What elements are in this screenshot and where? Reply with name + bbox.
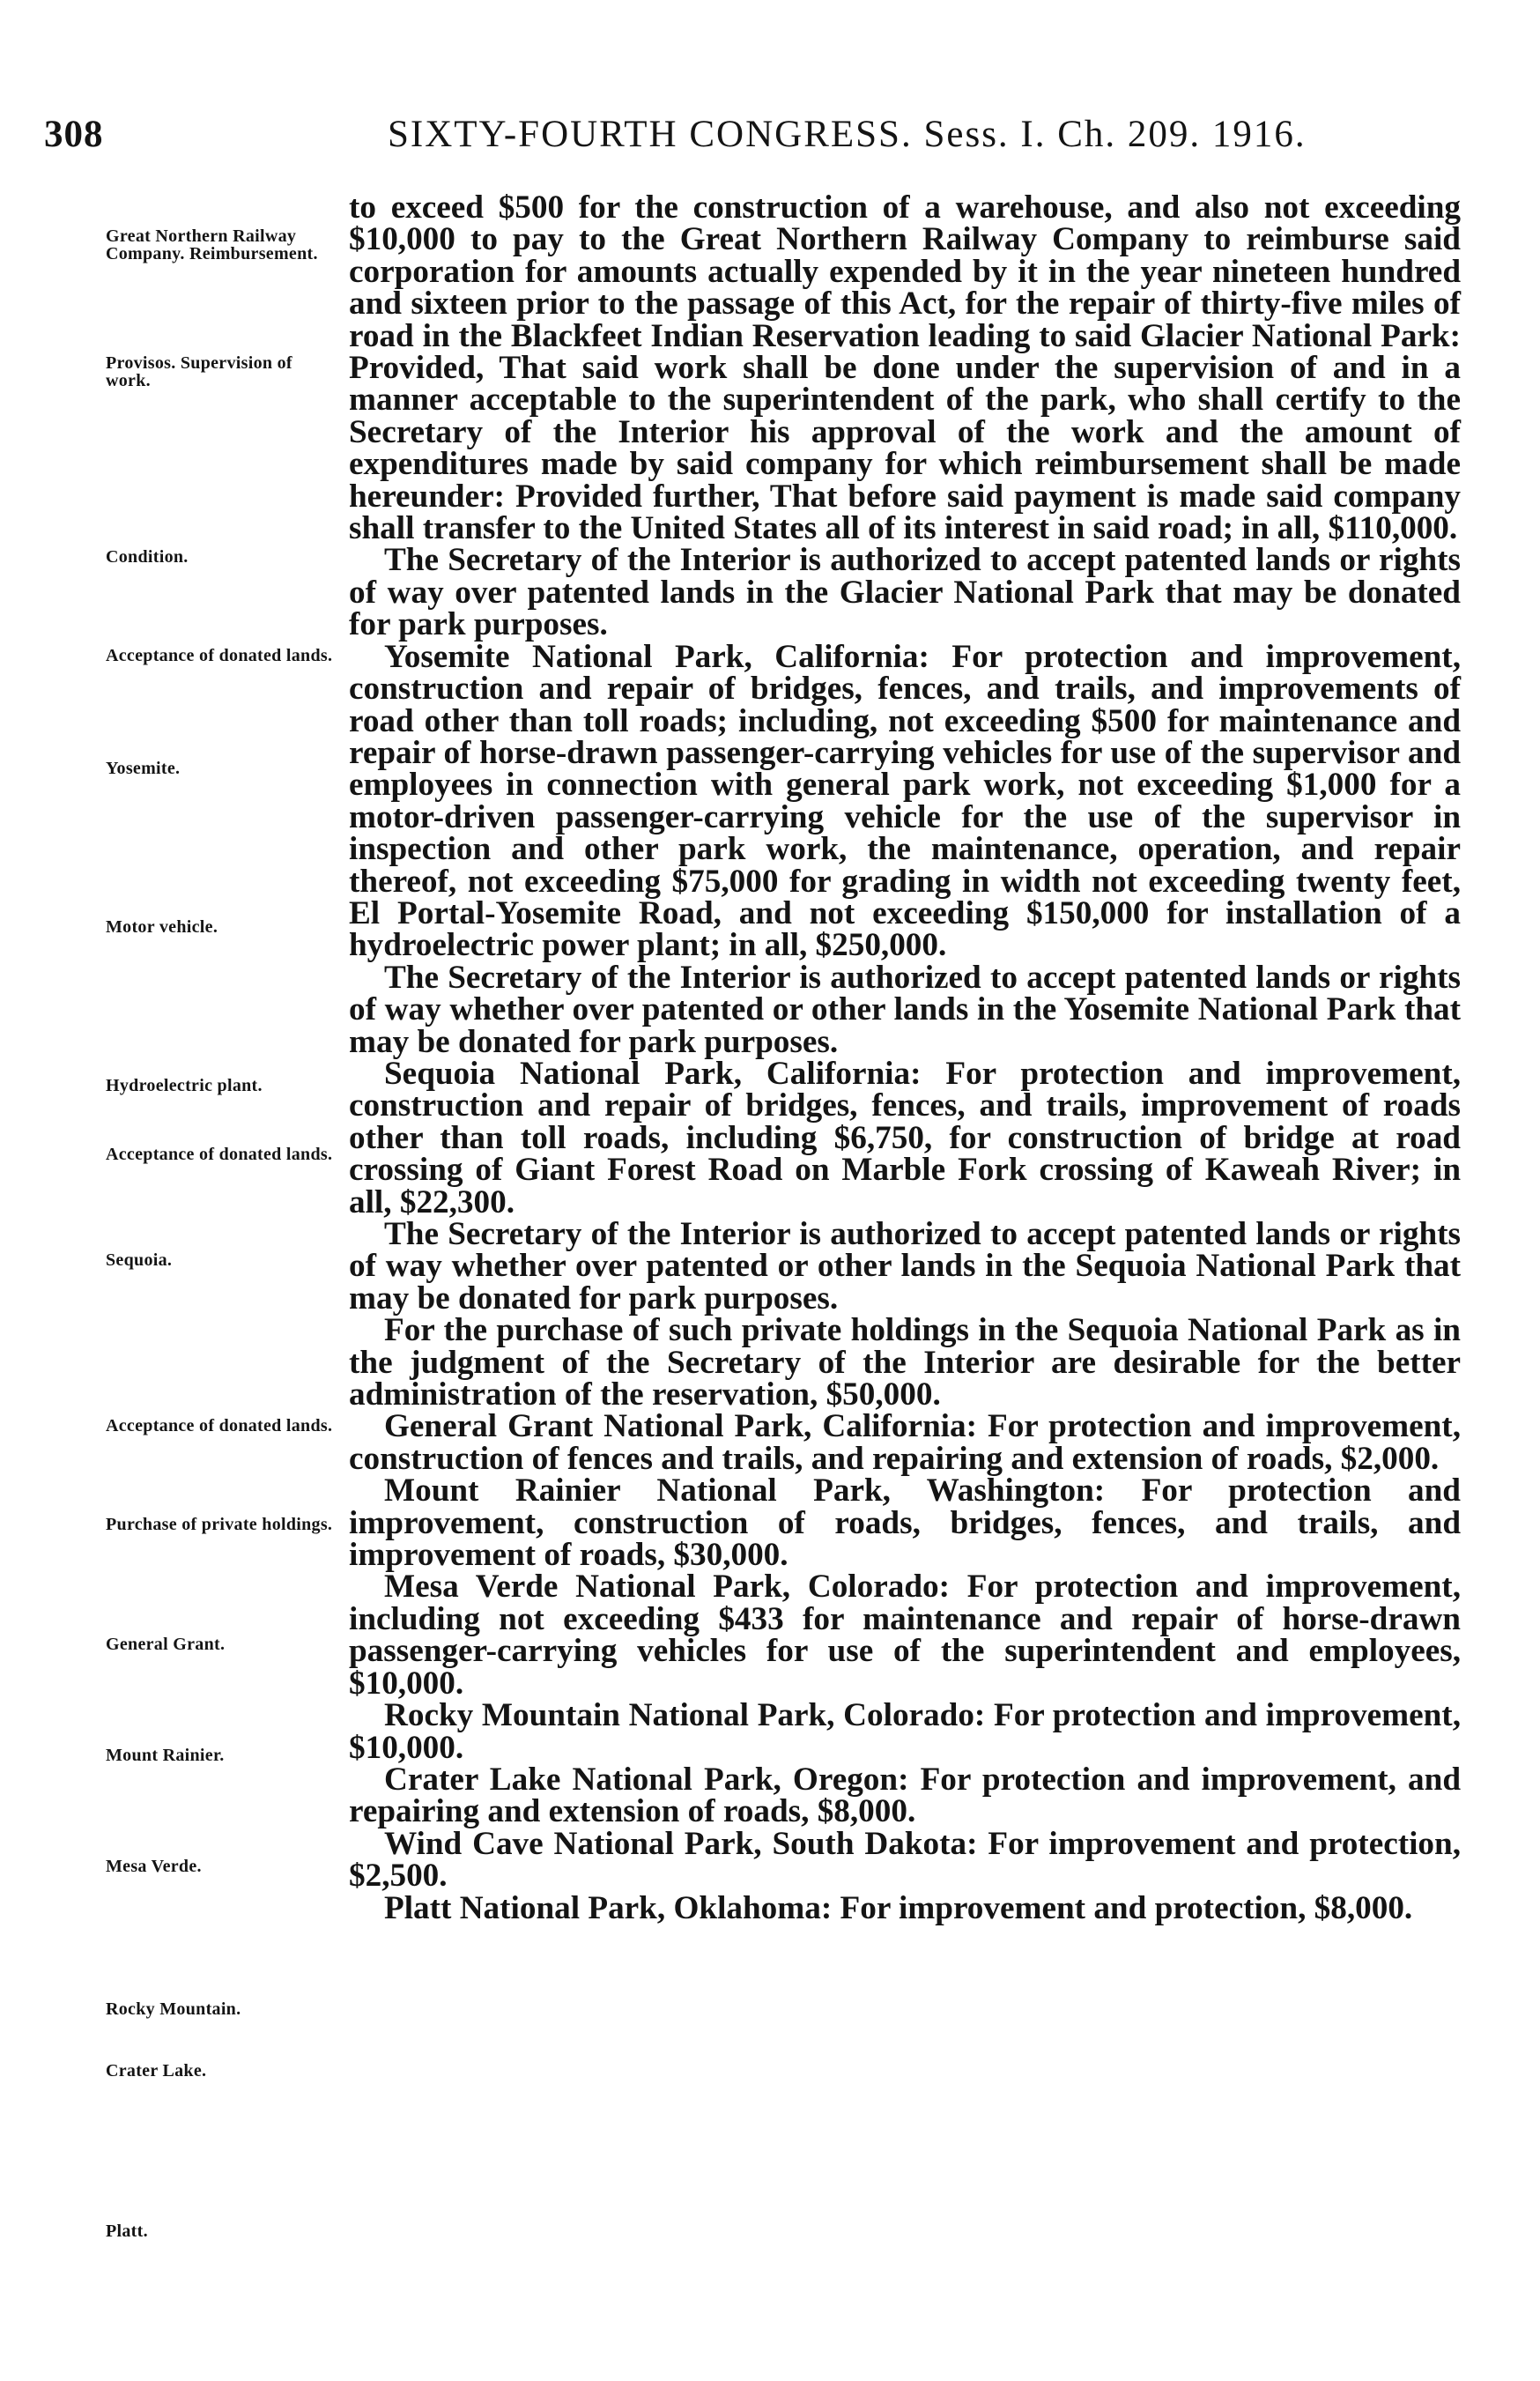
main-text-column (349, 189, 1461, 1926)
paragraph-wind-cave: Wind Cave National Park, South Dakota: For improvement and protection, $2,500. (349, 1825, 1461, 1895)
paragraph-glacier-donated-lands: The Secretary of the Interior is authorized to accept patented lands or rights of way over patented lands in the Glacier National Park that may be donated for park purposes. (349, 542, 1461, 643)
margin-note-motor-vehicle: Motor vehicle. (106, 917, 218, 937)
margin-note-yosemite: Yosemite. (106, 759, 181, 778)
paragraph-sequoia-private-holdings: For the purchase of such private holdings in the Sequoia National Park as in the judgment of the Secretary of the Interior are desirable for the better administration of the reservation, $50,000. (349, 1312, 1461, 1413)
paragraph-mesa-verde: Mesa Verde National Park, Colorado: For protection and improvement, including not exceeding $433 for maintenance and repair of horse-drawn passenger-carrying vehicles for use of the superintendent and employees, $10,000. (349, 1569, 1461, 1702)
paragraph-sequoia: Sequoia National Park, California: For protection and improvement, construction and repair of bridges, fences, and trails, improvement of roads other than toll roads, including $6,750, for construction of bridge at road crossing of Giant Forest Road on Marble Fork crossing of Kaweah River; in all, $22,300. (349, 1055, 1461, 1220)
paragraph-yosemite-donated-lands: The Secretary of the Interior is authorized to accept patented lands or rights of way whether over patented or other lands in the Yosemite National Park that may be donated for park purposes. (349, 959, 1461, 1060)
paragraph-general-grant: General Grant National Park, California: For protection and improvement, construction of fences and trails, and repairing and extension of roads, $2,000. (349, 1408, 1461, 1477)
paragraph-crater-lake: Crater Lake National Park, Oregon: For protection and improvement, and repairing and extension of roads, $8,000. (349, 1761, 1461, 1830)
paragraph-platt: Platt National Park, Oklahoma: For improvement and protection, $8,000. (384, 1889, 1413, 1926)
paragraph-yosemite: Yosemite National Park, California: For protection and improvement, construction and repair of bridges, fences, and trails, and improvements of road other than toll roads; including, not exceeding $500 for maintenance and repair of horse-drawn passenger-carrying vehicles for use of the supervisor and employees in connection with general park work, not exceeding $1,000 for a motor-driven passenger-carrying vehicle for the use of the supervisor in inspection and other park work, the maintenance, operation, and repair thereof, not exceeding $75,000 for grading in width not exceeding twenty feet, El Portal-Yosemite Road, and not exceeding $150,000 for installation of a hydroelectric power plant; in all, $250,000. (349, 638, 1461, 964)
page-header (0, 113, 1540, 166)
margin-note-acceptance-glacier: Acceptance of donated lands. (106, 646, 333, 665)
paragraph-rocky-mountain: Rocky Mountain National Park, Colorado: For protection and improvement, $10,000. (349, 1697, 1461, 1766)
margin-note-condition: Condition. (106, 547, 189, 567)
margin-note-rocky-mountain: Rocky Mountain. (106, 1999, 241, 2019)
margin-note-acceptance-sequoia: Acceptance of donated lands. (106, 1416, 333, 1435)
margin-note-platt: Platt. (106, 2222, 148, 2241)
margin-note-general-grant: General Grant. (106, 1635, 226, 1654)
margin-note-private-holdings: Purchase of private holdings. (106, 1515, 333, 1534)
margin-note-provisos: Provisos. Supervision of work. (106, 353, 292, 390)
margin-note-acceptance-yosemite: Acceptance of donated lands. (106, 1145, 333, 1164)
paragraph-mount-rainier: Mount Rainier National Park, Washington: For protection and improvement, construction of roads, bridges, fences, and trails, and improvement of roads, $30,000. (349, 1472, 1461, 1574)
margin-note-mount-rainier: Mount Rainier. (106, 1746, 225, 1765)
margin-note-crater-lake: Crater Lake. (106, 2061, 207, 2081)
page-number: 308 (44, 114, 104, 155)
margin-note-mesa-verde: Mesa Verde. (106, 1857, 202, 1876)
margin-note-hydroelectric: Hydroelectric plant. (106, 1076, 263, 1095)
margin-note-great-northern: Great Northern Railway Company. Reimbursement. (106, 226, 318, 263)
margin-note-sequoia: Sequoia. (106, 1250, 173, 1270)
paragraph-glacier-continuation: to exceed $500 for the construction of a warehouse, and also not exceeding $10,000 to pay to the Great Northern Railway Company to reimburse said corporation for amounts actually expended by it in the year nineteen hundred and sixteen prior to the passage of this Act, for the repair of thirty-five miles of road in the Blackfeet Indian Reservation leading to said Glacier National Park: Provided, That said work shall be done under the supervision of and in a manner acceptable to the superintendent of the park, who shall certify to the Secretary of the Interior his approval of the work and the amount of expenditures made by said company for which reimbursement shall be made hereunder: Provided further, That before said payment is made said company shall transfer to the United States all of its interest in said road; in all, $110,000. (349, 189, 1461, 547)
paragraph-sequoia-donated-lands: The Secretary of the Interior is authorized to accept patented lands or rights of way whether over patented or other lands in the Sequoia National Park that may be donated for park purposes. (349, 1216, 1461, 1317)
running-head: SIXTY-FOURTH CONGRESS. Sess. I. Ch. 209. 1916. (388, 114, 1307, 155)
